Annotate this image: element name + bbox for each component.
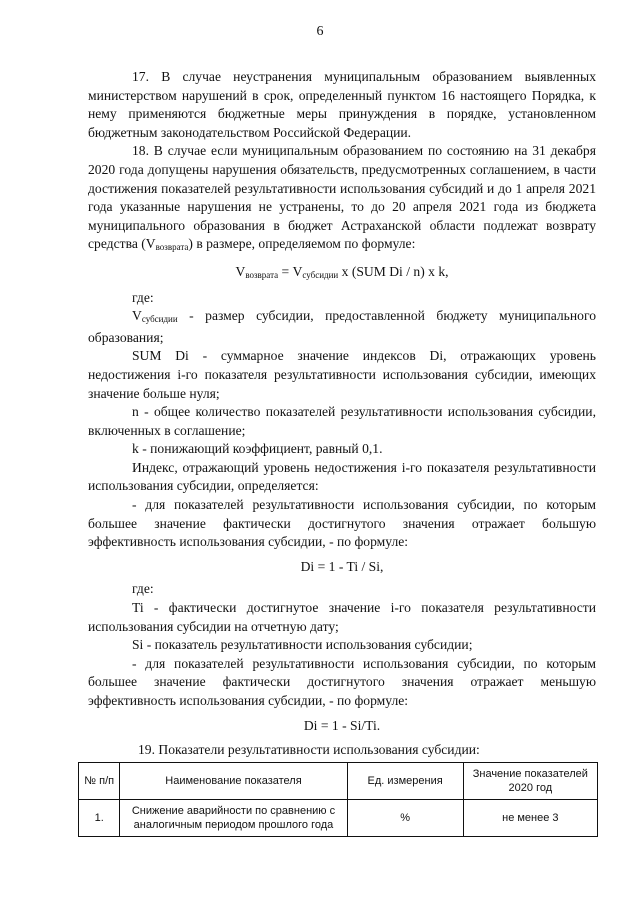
formula-di-1: Di = 1 - Ti / Si, [300,558,384,574]
document-body [84,68,596,837]
definition-v-subsidy: $V_{субсидии}$ - размер субсидии, предоставленной бюджету муниципального образования; [88,308,596,345]
paragraph-19: 19. Показатели результативности использования субсидии: [138,742,480,758]
case-larger-better: - для показателей результативности использования субсидии, по которым большее значение фактически достигнутого значения отражает большую эффективность использования субсидии, - по формуле: [88,497,596,550]
cell-name: Снижение аварийности по сравнению с аналогичным периодом прошлого года [120,799,347,836]
col-header-unit: Ед. измерения [347,762,463,799]
col-header-name: Наименование показателя [120,762,347,799]
col-header-value: Значение показателей 2020 год [463,762,597,799]
paragraph-17: 17. В случае неустранения муниципальным образованием выявленных министерством нарушений в срок, определенный пунктом 16 настоящего Порядка, к нему применяются бюджетные меры принуждения в порядке, установленном бюджетным законодательством Российской Федерации. [88,69,596,140]
col-header-number: № п/п [79,762,120,799]
definition-n: n - общее количество показателей результативности использования субсидии, включенных в соглашение; [88,404,596,438]
paragraph-18: 18. В случае если муниципальным образованием по состоянию на 31 декабря 2020 года допущены нарушения обязательств, предусмотренных соглашением, в части достижения показателей результативности использования субсидий и до 1 апреля 2021 года указанные нарушения не устранены, то до 20 апреля 2021 года из бюджета муниципального образования в бюджет Астраханской области подлежат возврату средства $(V_{возврата})$ в размере, определяемом по формуле: [88,143,596,253]
cell-unit: % [347,799,463,836]
cell-value: не менее 3 [463,799,597,836]
case-larger-worse: - для показателей результативности использования субсидии, по которым большее значение фактически достигнутого значения отражает меньшую эффективность использования субсидии, - по формуле: [88,655,596,708]
table-header-row [79,762,598,799]
definition-k: k - понижающий коэффициент, равный 0,1. [132,441,383,457]
table-row [79,799,598,836]
index-intro: Индекс, отражающий уровень недостижения i-го показателя результативности использования субсидии, определяется: [88,459,596,494]
formula-return: $V_{возврата} = V_{субсидии}$ x (SUM Di / n) x k, [235,263,449,280]
cell-number: 1. [79,799,120,836]
indicators-table [78,762,598,837]
page-number: 6 [316,24,324,39]
definition-si: Si - показатель результативности использования субсидии; [132,637,473,653]
where-label: где: [132,289,154,305]
definition-sum-di: SUM Di - суммарное значение индексов Di, отражающих уровень недостижения i-го показателя результативности использования субсидии, имеющих значение больше нуля; [88,348,596,401]
where-label-2: где: [132,581,154,597]
formula-di-2: Di = 1 - Si/Ti. [303,717,381,733]
definition-ti: Ti - фактически достигнутое значение i-го показателя результативности использования субсидии на отчетную дату; [88,600,596,634]
